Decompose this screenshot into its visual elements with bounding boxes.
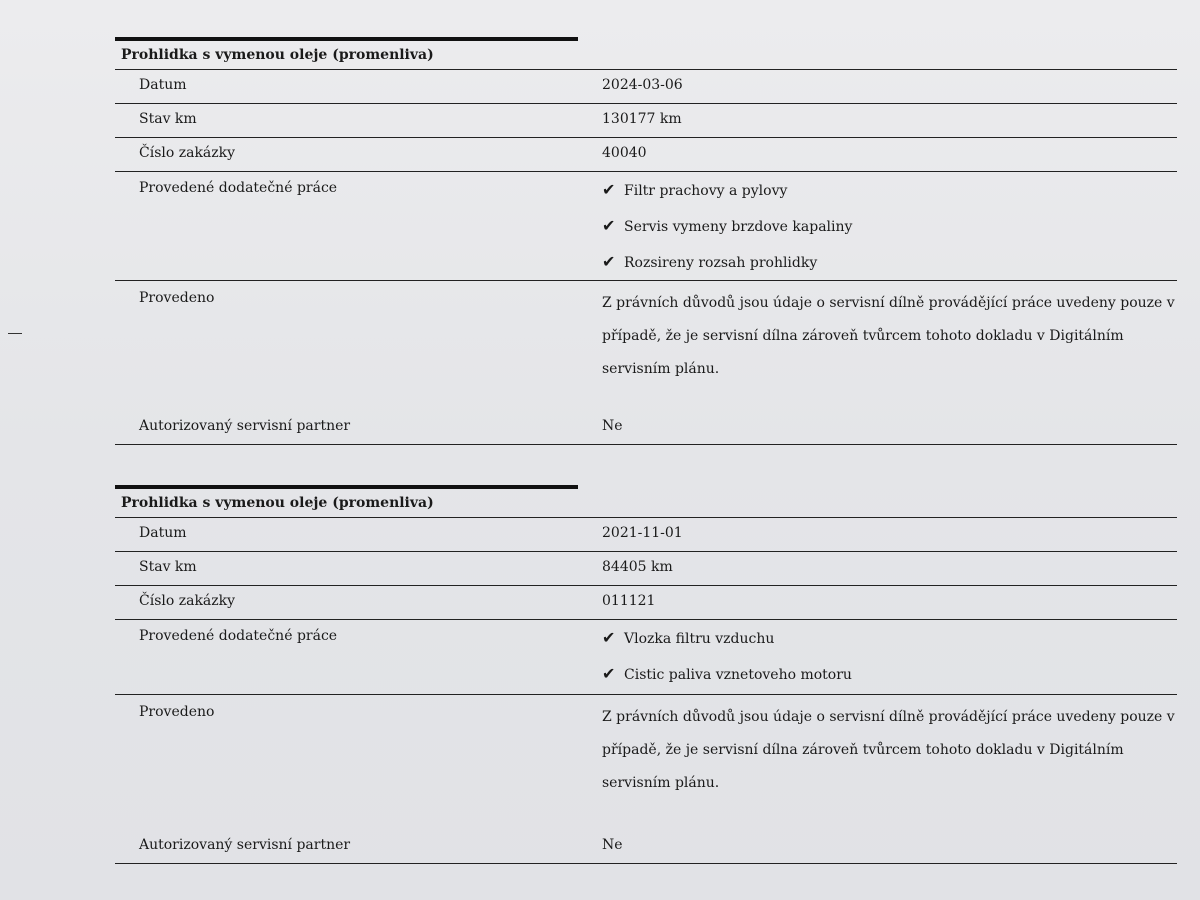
row-additional-work [115, 620, 1177, 695]
authorized-partner-value: Ne [602, 837, 623, 853]
date-label: Datum [139, 77, 187, 93]
order-number-value: 40040 [602, 145, 647, 161]
record-title: Prohlidka s vymenou oleje (promenliva) [115, 41, 1177, 70]
mileage-label: Stav km [139, 111, 197, 127]
additional-work-label: Provedené dodatečné práce [139, 180, 338, 196]
row-order-number [115, 138, 1177, 172]
work-item [602, 656, 1177, 692]
work-item [602, 620, 1177, 656]
work-item-label: Vlozka filtru vzduchu [624, 631, 775, 647]
checkmark-icon: ✔ [602, 664, 616, 683]
date-label: Datum [139, 525, 187, 541]
row-additional-work [115, 172, 1177, 281]
checkmark-icon: ✔ [602, 252, 616, 271]
work-item [602, 208, 1177, 244]
order-number-label: Číslo zakázky [139, 145, 236, 161]
authorized-partner-label: Autorizovaný servisní partner [139, 418, 351, 434]
date-value: 2024-03-06 [602, 77, 683, 93]
performed-label: Provedeno [139, 704, 215, 720]
checkmark-icon: ✔ [602, 628, 616, 647]
additional-work-label: Provedené dodatečné práce [139, 628, 338, 644]
row-date [115, 518, 1177, 552]
record-title: Prohlidka s vymenou oleje (promenliva) [115, 489, 1177, 518]
performed-label: Provedeno [139, 290, 215, 306]
work-item [602, 172, 1177, 208]
row-mileage [115, 104, 1177, 138]
checkmark-icon: ✔ [602, 216, 616, 235]
row-authorized-partner [115, 411, 1177, 445]
service-record-2 [115, 485, 1177, 864]
row-order-number [115, 586, 1177, 620]
row-mileage [115, 552, 1177, 586]
authorized-partner-label: Autorizovaný servisní partner [139, 837, 351, 853]
row-performed [115, 281, 1177, 411]
margin-mark [8, 333, 22, 334]
service-record-1 [115, 37, 1177, 445]
checkmark-icon: ✔ [602, 180, 616, 199]
order-number-value: 011121 [602, 593, 656, 609]
performed-note: Z právních důvodů jsou údaje o servisní dílně provádějící práce uvedeny pouze v případě, že je servisní dílna zároveň tvůrcem tohoto dokladu v Digitálním servisním plánu. [602, 709, 1175, 791]
authorized-partner-value: Ne [602, 418, 623, 434]
row-performed [115, 695, 1177, 830]
work-item-label: Servis vymeny brzdove kapaliny [624, 219, 853, 235]
work-item-label: Rozsireny rozsah prohlidky [624, 255, 818, 271]
additional-work-list [602, 172, 1177, 280]
row-date [115, 70, 1177, 104]
mileage-value: 84405 km [602, 559, 673, 575]
row-authorized-partner [115, 830, 1177, 864]
mileage-value: 130177 km [602, 111, 682, 127]
work-item-label: Cistic paliva vznetoveho motoru [624, 667, 852, 683]
performed-note: Z právních důvodů jsou údaje o servisní dílně provádějící práce uvedeny pouze v případě, že je servisní dílna zároveň tvůrcem tohoto dokladu v Digitálním servisním plánu. [602, 295, 1175, 377]
work-item [602, 244, 1177, 280]
date-value: 2021-11-01 [602, 525, 683, 541]
additional-work-list [602, 620, 1177, 692]
order-number-label: Číslo zakázky [139, 593, 236, 609]
work-item-label: Filtr prachovy a pylovy [624, 183, 788, 199]
mileage-label: Stav km [139, 559, 197, 575]
